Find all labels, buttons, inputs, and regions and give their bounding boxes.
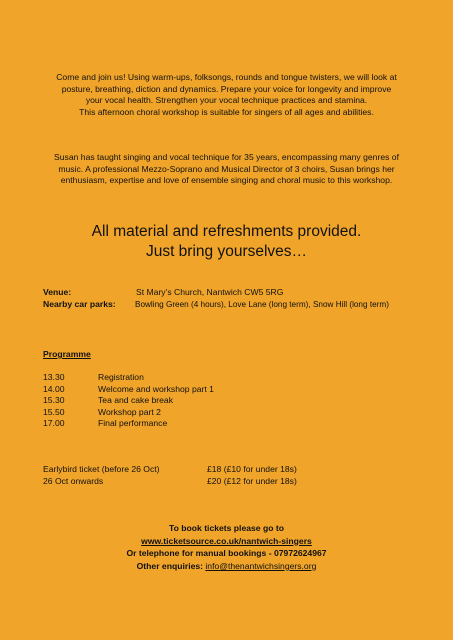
programme-item	[43, 372, 214, 384]
headline-line: All material and refreshments provided.	[91, 223, 362, 240]
programme-time: 15.50	[43, 406, 65, 417]
venue-value: St Mary’s Church, Nantwich CW5 5RG	[136, 287, 284, 297]
programme-event: Tea and cake break	[98, 395, 174, 406]
headline-line: Just bring yourselves…	[145, 243, 308, 260]
programme-time: 17.00	[43, 418, 65, 429]
ticket-website-link[interactable]: www.ticketsource.co.uk/nantwich-singers	[141, 535, 312, 546]
enquiries-line	[0, 560, 453, 573]
programme-item	[43, 407, 214, 419]
programme-list	[43, 372, 214, 430]
car-parks-label: Nearby car parks:	[43, 299, 116, 309]
programme-event: Workshop part 2	[98, 406, 161, 417]
enquiries-email-link[interactable]: info@thenantwichsingers.org	[205, 560, 317, 571]
ticket-prices	[43, 464, 297, 487]
programme-item	[43, 384, 214, 396]
intro-line: This afternoon choral workshop is suitable for singers of all ages and abilities.	[79, 106, 374, 117]
bio-line: enthusiasm, expertise and love of ensemble singing and choral music to this workshop.	[60, 175, 393, 186]
venue-label: Venue:	[43, 287, 72, 297]
ticket-row	[43, 464, 297, 476]
programme-event: Welcome and workshop part 1	[98, 383, 214, 394]
intro-line: your vocal health. Strengthen your vocal technique practices and stamina.	[85, 95, 368, 106]
car-parks-row	[43, 299, 389, 310]
headline	[0, 222, 453, 262]
booking-intro: To book tickets please go to	[169, 523, 284, 533]
programme-item	[43, 395, 214, 407]
programme-time: 14.00	[43, 383, 65, 394]
enquiries-label: Other enquiries:	[136, 560, 203, 571]
ticket-row	[43, 476, 297, 488]
bio-line: music. A professional Mezzo-Soprano and Musical Director of 3 choirs, Susan brings her	[58, 163, 395, 174]
programme-heading: Programme	[43, 349, 91, 359]
programme-time: 15.30	[43, 395, 65, 406]
programme-event: Final performance	[98, 418, 168, 429]
ticket-label: Earlybird ticket (before 26 Oct)	[43, 464, 160, 474]
booking-info	[0, 522, 453, 572]
bio-paragraph	[30, 152, 423, 187]
programme-event: Registration	[98, 372, 144, 382]
car-parks-value: Bowling Green (4 hours), Love Lane (long term), Snow Hill (long term)	[135, 300, 389, 309]
ticket-price: £20 (£12 for under 18s)	[207, 475, 297, 486]
intro-paragraph	[30, 72, 423, 118]
intro-line: Come and join us! Using warm-ups, folksongs, rounds and tongue twisters, we will look at	[56, 72, 397, 82]
bio-line: Susan has taught singing and vocal technique for 35 years, encompassing many genres of	[54, 152, 399, 162]
ticket-label: 26 Oct onwards	[43, 475, 104, 486]
booking-phone: Or telephone for manual bookings - 07972624967	[126, 548, 327, 559]
venue-row	[43, 287, 283, 298]
intro-line: posture, breathing, diction and dynamics. Prepare your voice for longevity and improve	[61, 83, 392, 94]
programme-item	[43, 418, 214, 430]
ticket-price: £18 (£10 for under 18s)	[207, 464, 297, 474]
programme-time: 13.30	[43, 372, 65, 382]
